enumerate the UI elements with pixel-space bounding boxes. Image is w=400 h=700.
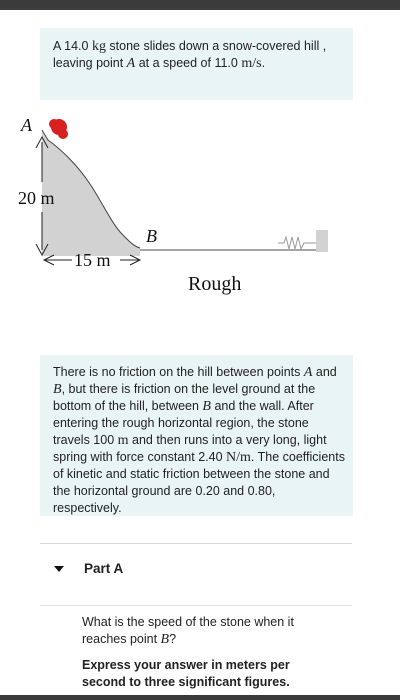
question-text-part: ? — [169, 632, 177, 646]
problem-text-part: . The coefficients of kinetic and static friction between the stone and the horizontal ground are 0.20 and 0.80, respectively. — [53, 450, 345, 515]
intro-text-part: A 14.0 — [53, 39, 92, 53]
unit-speed: m/s — [241, 56, 262, 71]
problem-text-part: , but there is friction on the level ground at the bottom of the hill, between — [53, 382, 316, 413]
intro-text — [53, 38, 343, 72]
stone-icon-lobe — [58, 129, 68, 139]
divider — [40, 605, 352, 606]
problem-text-part: There is no friction on the hill between points — [53, 365, 304, 379]
unit-kg: kg — [91, 39, 106, 54]
point-a-symbol: A — [126, 56, 136, 71]
intro-text-part: . — [261, 56, 266, 70]
rough-label: Rough — [188, 273, 242, 295]
unit-newton-per-meter: N/m — [226, 450, 251, 465]
hill-diagram — [0, 100, 400, 300]
unit-m: m — [117, 433, 129, 448]
problem-text-part: and then runs into a very long, light spring with force constant 2.40 — [53, 433, 327, 464]
question-text-part: What is the speed of the stone when it reaches point — [82, 615, 294, 646]
problem-details-card — [40, 356, 353, 516]
caret-down-icon[interactable] — [54, 566, 64, 572]
divider — [40, 543, 352, 544]
top-bar — [0, 0, 400, 10]
point-b-symbol: B — [160, 632, 170, 647]
label-a: A — [21, 115, 32, 135]
wall — [316, 230, 328, 252]
point-b-symbol: B — [202, 399, 211, 414]
problem-text — [53, 364, 345, 517]
intro-text-part: stone slides down a snow-covered hill , leaving point — [53, 39, 327, 70]
width-label: 15 m — [74, 250, 111, 270]
intro-text-part: at a speed of 11.0 — [135, 56, 242, 70]
stone-icon-lobe — [49, 119, 59, 129]
problem-text-part: and — [312, 365, 337, 379]
height-label: 20 m — [18, 188, 55, 208]
problem-text-part: and the wall. After entering the rough horizontal region, the stone travels 100 — [53, 399, 314, 447]
point-a-symbol: A — [303, 365, 313, 380]
spring — [278, 237, 316, 249]
part-a-label[interactable]: Part A — [84, 561, 124, 576]
part-a-toggle[interactable] — [40, 545, 352, 605]
point-b-symbol: B — [53, 382, 62, 397]
answer-instruction: Express your answer in meters per second to three significant figures. — [82, 658, 290, 689]
label-b: B — [146, 226, 157, 246]
bottom-bar — [0, 695, 400, 700]
question-text — [82, 614, 322, 648]
